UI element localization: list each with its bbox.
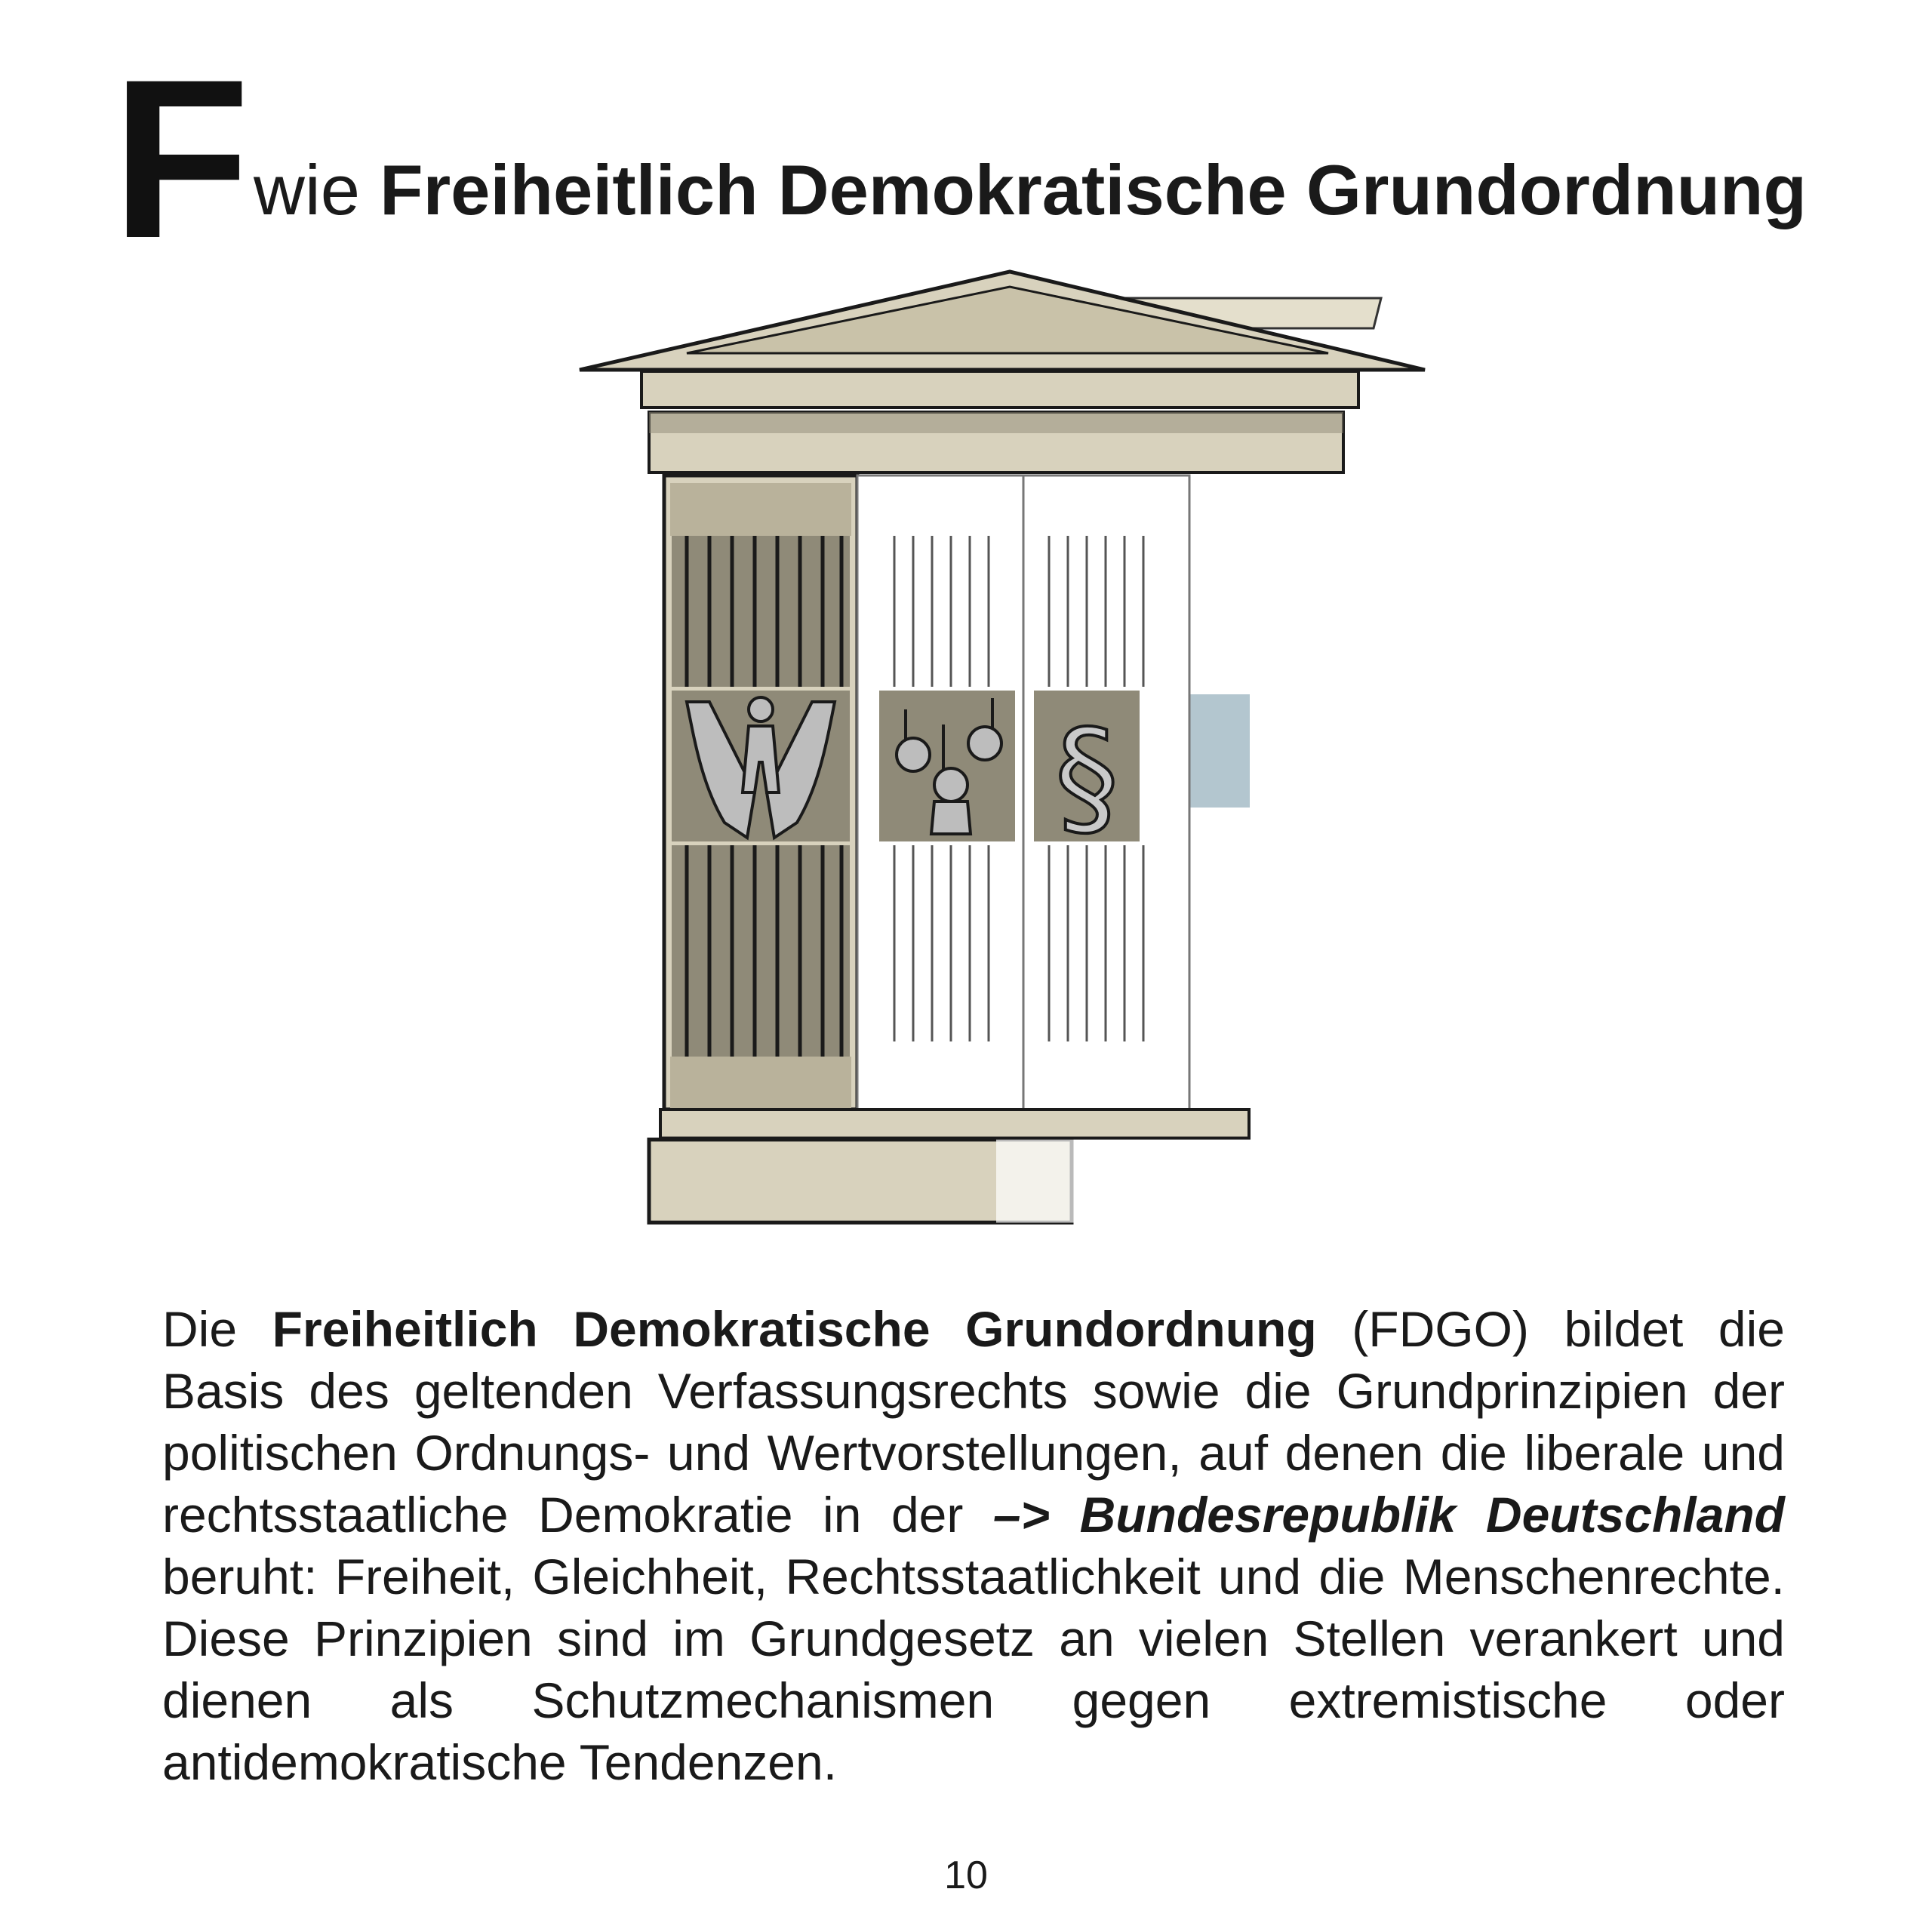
text-part: Die: [162, 1301, 272, 1357]
term-bold: Freiheitlich Demokratische Grundordnung: [272, 1301, 1317, 1357]
title-term: Freiheitlich Demokratische Grundordnung: [380, 150, 1807, 229]
base-top: [660, 1109, 1249, 1138]
page-title: [254, 151, 1807, 229]
definition-paragraph: [162, 1298, 1785, 1793]
column-middle: [857, 475, 1023, 1109]
entablature-top: [641, 371, 1358, 408]
column-left: [664, 475, 857, 1109]
text-part: (FDGO) bildet die Basis des geltenden Verfassungsrechts sowie die Grundprinzipien der politischen Ordnungs- und Wertvorstellungen, auf denen die liberale und rechtsstaatliche Demokratie in der: [162, 1301, 1785, 1543]
cross-reference-link[interactable]: –> Bundesrepublik Deutschland: [992, 1487, 1785, 1543]
title-prefix: wie: [254, 150, 361, 229]
paragraph-icon: §: [1054, 703, 1119, 852]
text-part: beruht: Freiheit, Gleichheit, Rechtsstaatlichkeit und die Menschenrechte. Diese Prinzipien sind im Grundgesetz an vielen Stellen verankert und dienen als Schutzmechanismen gegen extremistische oder antidemokratische Tendenzen.: [162, 1549, 1785, 1790]
column-right: [1023, 475, 1189, 1109]
page-number: 10: [944, 1854, 988, 1897]
drop-letter: F: [112, 32, 251, 285]
temple-illustration: [574, 264, 1441, 1230]
